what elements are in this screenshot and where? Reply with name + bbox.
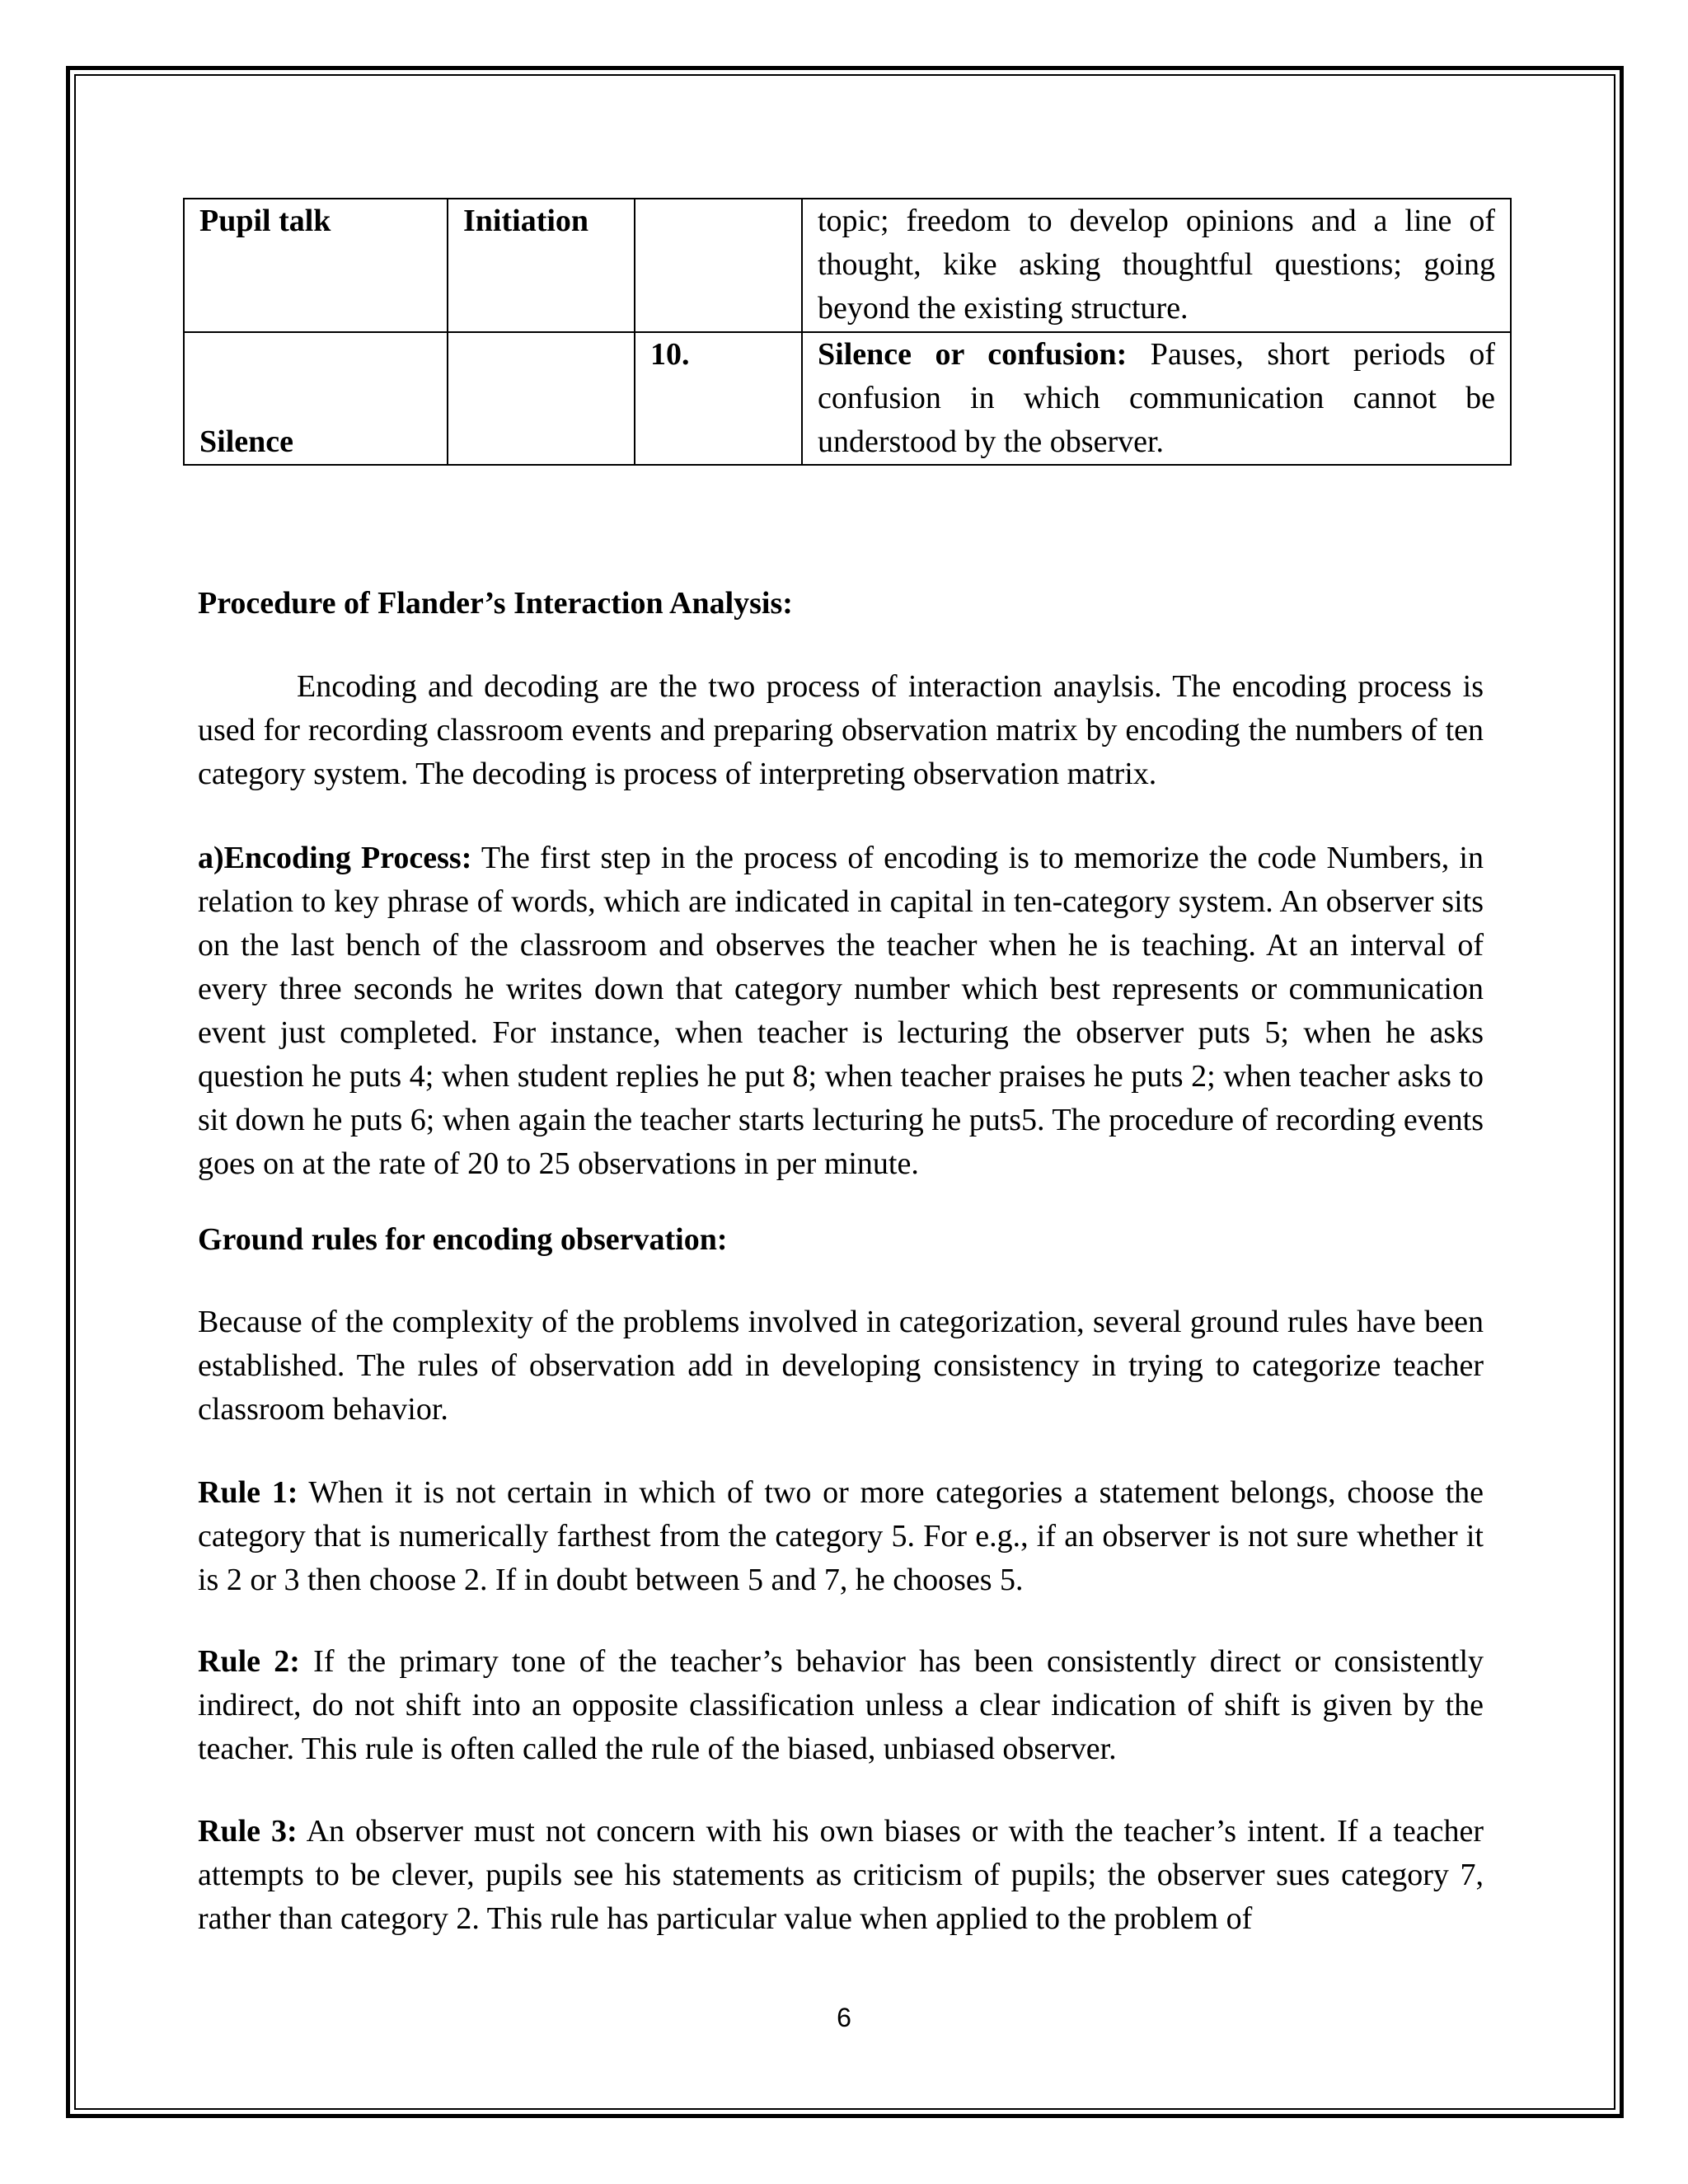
rule-3-lead: Rule 3: xyxy=(198,1814,298,1849)
rule-2-text: If the primary tone of the teacher’s behavior has been consistently direct or consistently indirect, do not shift into an opposite classification unless a clear indication of shift is given by the teacher. This rule is often called the rule of the biased, unbiased observer. xyxy=(198,1644,1484,1766)
rule-3-paragraph xyxy=(198,1810,1484,1941)
description-lead: Silence or confusion: xyxy=(818,337,1128,372)
rule-1-lead: Rule 1: xyxy=(198,1475,298,1510)
table-cell-description xyxy=(802,332,1511,465)
table-row xyxy=(184,332,1511,465)
table-cell-number: 10. xyxy=(635,332,802,465)
category-table xyxy=(183,198,1512,466)
encoding-process-lead: a)Encoding Process: xyxy=(198,841,472,875)
encoding-process-text: The first step in the process of encoding is to memorize the code Numbers, in relation to key phrase of words, which are indicated in capital in ten-category system. An observer sits on the last bench of the classroom and observes the teacher when he is teaching. At an interval of every three seconds he writes down that category number which best represents or communication event just completed. For instance, when teacher is lecturing the observer puts 5; when he asks question he puts 4; when student replies he put 8; when teacher praises he puts 2; when teacher asks to sit down he puts 6; when again the teacher starts lecturing he puts5. The procedure of recording events goes on at the rate of 20 to 25 observations in per minute. xyxy=(198,841,1484,1181)
table-cell-group: Pupil talk xyxy=(184,199,448,332)
encoding-process-paragraph xyxy=(198,837,1484,1186)
rule-1-text: When it is not certain in which of two or more categories a statement belongs, choose the category that is numerically farthest from the category 5. For e.g., if an observer is not sure whether it is 2 or 3 then choose 2. If in doubt between 5 and 7, he chooses 5. xyxy=(198,1475,1484,1597)
table-cell-number xyxy=(635,199,802,332)
table-cell-subgroup: Initiation xyxy=(448,199,635,332)
rule-2-paragraph xyxy=(198,1640,1484,1771)
table-row xyxy=(184,199,1511,332)
page-number: 6 xyxy=(837,2003,851,2032)
procedure-heading: Procedure of Flander’s Interaction Analysis: xyxy=(198,586,793,621)
rule-3-text: An observer must not concern with his own biases or with the teacher’s intent. If a teacher attempts to be clever, pupils see his statements as criticism of pupils; the observer sues category 7, rather than category 2. This rule has particular value when applied to the problem of xyxy=(198,1814,1484,1936)
rule-2-lead: Rule 2: xyxy=(198,1644,300,1679)
description-text: Pauses, short periods of confusion in which communication cannot be understood by the observer. xyxy=(818,337,1495,459)
table-cell-group: Silence xyxy=(184,332,448,465)
rule-1-paragraph xyxy=(198,1471,1484,1602)
table-cell-description xyxy=(802,199,1511,332)
ground-rules-heading: Ground rules for encoding observation: xyxy=(198,1222,728,1257)
ground-rules-intro: Because of the complexity of the problems involved in categorization, several ground rules have been established. The rules of observation add in developing consistency in trying to categorize teacher classroom behavior. xyxy=(198,1305,1484,1427)
table-cell-subgroup xyxy=(448,332,635,465)
description-text: topic; freedom to develop opinions and a line of thought, kike asking thoughtful questions; going beyond the existing structure. xyxy=(818,204,1495,326)
procedure-intro: Encoding and decoding are the two process of interaction anaylsis. The encoding process is used for recording classroom events and preparing observation matrix by encoding the numbers of ten category system. The decoding is process of interpreting observation matrix. xyxy=(198,669,1484,791)
